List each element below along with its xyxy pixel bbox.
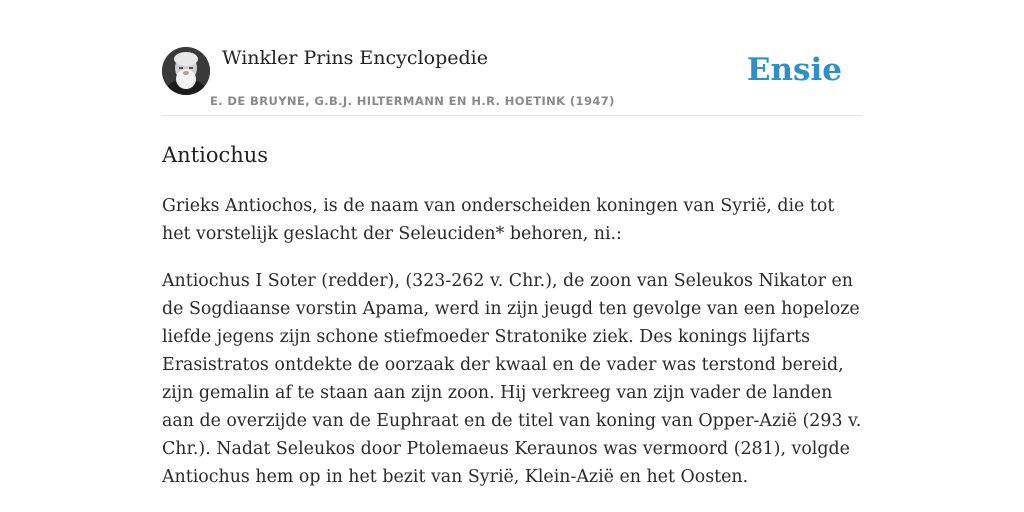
page bbox=[162, 0, 862, 512]
entry-title: Antiochus bbox=[162, 143, 269, 167]
source-authors: E. DE BRUYNE, G.B.J. HILTERMANN EN H.R. HOETINK (1947) bbox=[210, 94, 615, 108]
source-header bbox=[162, 0, 862, 116]
author-avatar[interactable] bbox=[162, 47, 210, 95]
author-portrait-icon bbox=[162, 47, 210, 95]
brand-logo[interactable]: Ensie bbox=[746, 52, 842, 88]
entry-body bbox=[162, 192, 862, 510]
entry-paragraph: Antiochus I Soter (redder), (323-262 v. Chr.), de zoon van Seleukos Nikator en de Sogdiaanse vorstin Apama, werd in zijn jeugd ten gevolge van een hopeloze liefde jegens zijn schone stiefmoeder Stratonike ziek. Des konings lijfarts Erasistratos ontdekte de oorzaak der kwaal en de vader was terstond bereid, zijn gemalin af te staan aan zijn zoon. Hij verkreeg van zijn vader de landen aan de overzijde van de Euphraat en de titel van koning van Opper-Azië (293 v. Chr.). Nadat Seleukos door Ptolemaeus Keraunos was vermoord (281), volgde Antiochus hem op in het bezit van Syrië, Klein-Azië en het Oosten. bbox=[162, 271, 862, 487]
entry-paragraph: Grieks Antiochos, is de naam van onderscheiden koningen van Syrië, die tot het vorstelijk geslacht der Seleuciden* behoren, ni.: bbox=[162, 196, 835, 244]
source-title[interactable]: Winkler Prins Encyclopedie bbox=[222, 47, 488, 69]
